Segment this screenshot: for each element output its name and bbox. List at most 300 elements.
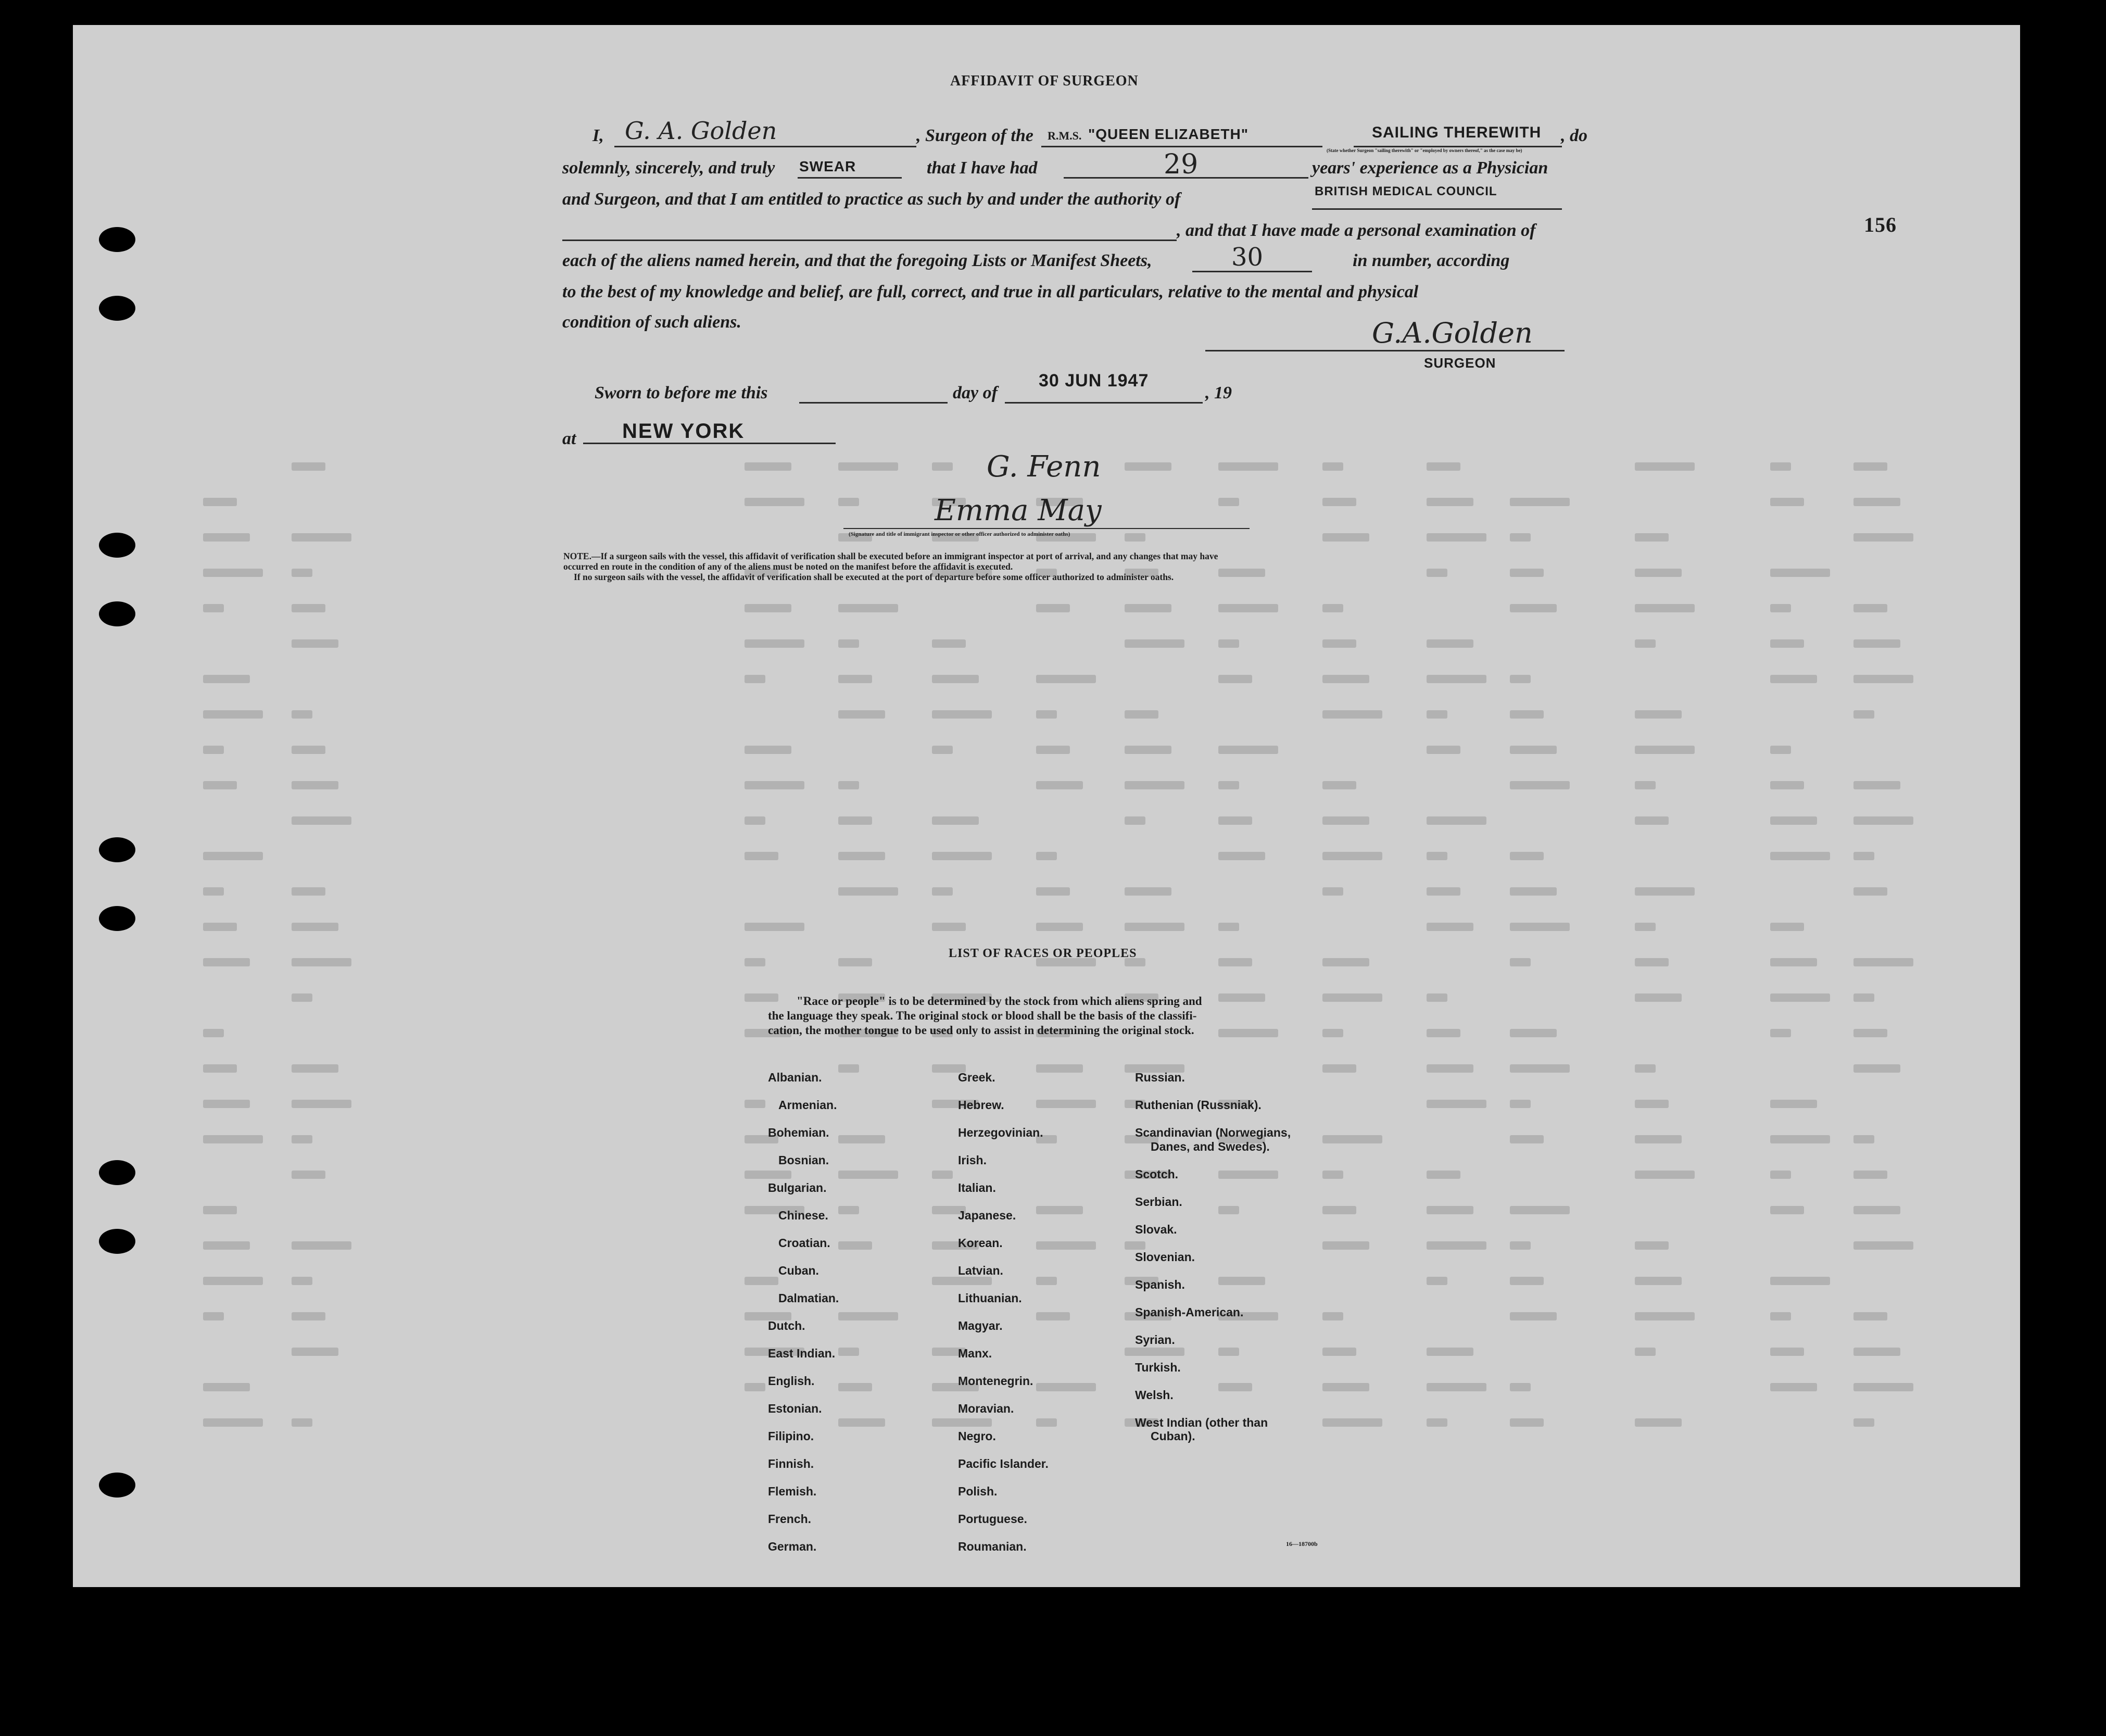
bleed-through-mark bbox=[1036, 1206, 1083, 1214]
races-intro-1: "Race or people" is to be determined by the stock from which aliens spring and bbox=[797, 995, 1202, 1008]
bleed-through-mark bbox=[203, 1100, 250, 1108]
race-item: Bulgarian. bbox=[768, 1181, 827, 1194]
note-line-3: If no surgeon sails with the vessel, the affidavit of verification shall be executed at the port of departure before some officer authorized to administer oaths. bbox=[574, 572, 1174, 582]
race-item: German. bbox=[768, 1540, 817, 1553]
bleed-through-mark bbox=[1427, 639, 1473, 648]
bleed-through-mark bbox=[1125, 639, 1184, 648]
bleed-through-mark bbox=[1125, 1348, 1184, 1356]
bleed-through-mark bbox=[1770, 816, 1817, 825]
bleed-through-mark bbox=[203, 1064, 237, 1073]
race-item: Italian. bbox=[958, 1181, 996, 1194]
bleed-through-mark bbox=[1853, 887, 1887, 896]
ship-line bbox=[1041, 146, 1322, 147]
race-item: Montenegrin. bbox=[958, 1374, 1033, 1388]
bleed-through-mark bbox=[1853, 462, 1887, 471]
race-item: Scandinavian (Norwegians, bbox=[1135, 1126, 1291, 1139]
race-item: Korean. bbox=[958, 1236, 1003, 1250]
bleed-through-mark bbox=[1635, 639, 1656, 648]
bleed-through-mark bbox=[292, 1135, 312, 1143]
race-item: Irish. bbox=[958, 1153, 987, 1167]
bleed-through-mark bbox=[1853, 958, 1913, 966]
bleed-through-mark bbox=[1322, 1383, 1369, 1391]
bleed-through-mark bbox=[1635, 1418, 1682, 1427]
authority-line bbox=[1312, 208, 1562, 210]
bleed-through-mark bbox=[1635, 1135, 1682, 1143]
bleed-through-mark bbox=[1510, 1418, 1544, 1427]
race-item: Roumanian. bbox=[958, 1540, 1027, 1553]
bleed-through-mark bbox=[1770, 498, 1804, 506]
bleed-through-mark bbox=[1635, 1171, 1695, 1179]
bleed-through-mark bbox=[745, 781, 804, 789]
surgeon-name-line bbox=[614, 146, 916, 147]
race-item: West Indian (other than bbox=[1135, 1415, 1268, 1429]
race-item: Welsh. bbox=[1135, 1388, 1174, 1402]
race-item: Syrian. bbox=[1135, 1332, 1175, 1347]
bleed-through-mark bbox=[838, 1348, 859, 1356]
bleed-through-mark bbox=[1770, 1312, 1791, 1320]
bleed-through-mark bbox=[838, 1064, 859, 1073]
bleed-through-mark bbox=[1635, 1277, 1682, 1285]
race-item: Danes, and Swedes). bbox=[1151, 1139, 1270, 1153]
bleed-through-mark bbox=[745, 1383, 765, 1391]
bleed-through-mark bbox=[1770, 1135, 1830, 1143]
bleed-through-mark bbox=[203, 852, 263, 860]
bleed-through-mark bbox=[745, 746, 791, 754]
bleed-through-mark bbox=[1853, 639, 1900, 648]
bleed-through-mark bbox=[1635, 923, 1656, 931]
bleed-through-mark bbox=[745, 1277, 778, 1285]
note-line-1: NOTE.—If a surgeon sails with the vessel, this affidavit of verification shall be executed before an immigrant inspector at port of arrival, and any changes that may have bbox=[563, 551, 1218, 561]
bleed-through-mark bbox=[838, 1312, 898, 1320]
race-item: Polish. bbox=[958, 1485, 998, 1498]
bleed-through-mark bbox=[1853, 604, 1887, 612]
punch-hole bbox=[99, 296, 135, 321]
place: NEW YORK bbox=[622, 420, 745, 443]
bleed-through-mark bbox=[1322, 1312, 1343, 1320]
bleed-through-mark bbox=[1853, 1418, 1874, 1427]
page-number: 156 bbox=[1864, 213, 1897, 236]
text-years: years' experience as a Physician bbox=[1312, 158, 1548, 178]
bleed-through-mark bbox=[1322, 1206, 1356, 1214]
text-made: , and that I have made a personal examination of bbox=[1177, 221, 1536, 240]
bleed-through-mark bbox=[1770, 1206, 1804, 1214]
bleed-through-mark bbox=[1427, 1383, 1486, 1391]
bleed-through-mark bbox=[838, 1135, 885, 1143]
bleed-through-mark bbox=[292, 1100, 351, 1108]
bleed-through-mark bbox=[1036, 1277, 1057, 1285]
bleed-through-mark bbox=[1322, 1064, 1356, 1073]
bleed-through-mark bbox=[1427, 1418, 1447, 1427]
bleed-through-mark bbox=[1322, 1348, 1356, 1356]
bleed-through-mark bbox=[292, 993, 312, 1002]
bleed-through-mark bbox=[1635, 1312, 1695, 1320]
bleed-through-mark bbox=[1125, 887, 1171, 896]
bleed-through-mark bbox=[838, 1383, 872, 1391]
bleed-through-mark bbox=[1125, 816, 1145, 825]
bleed-through-mark bbox=[745, 462, 791, 471]
bleed-through-mark bbox=[1853, 1241, 1913, 1250]
date-line bbox=[1005, 402, 1203, 404]
text-that: that I have had bbox=[927, 158, 1038, 178]
bleed-through-mark bbox=[1322, 958, 1369, 966]
bleed-through-mark bbox=[1510, 1029, 1557, 1037]
bleed-through-mark bbox=[1510, 1064, 1570, 1073]
bleed-through-mark bbox=[1427, 1029, 1460, 1037]
race-item: French. bbox=[768, 1512, 812, 1526]
race-item: Pacific Islander. bbox=[958, 1457, 1049, 1470]
bleed-through-mark bbox=[292, 1277, 312, 1285]
authority: BRITISH MEDICAL COUNCIL bbox=[1315, 184, 1497, 198]
manifest-page bbox=[73, 25, 2020, 1587]
bleed-through-mark bbox=[1635, 781, 1656, 789]
bleed-through-mark bbox=[1427, 816, 1486, 825]
bleed-through-mark bbox=[745, 958, 765, 966]
bleed-through-mark bbox=[1770, 675, 1817, 683]
bleed-through-mark bbox=[1853, 533, 1913, 542]
bleed-through-mark bbox=[1510, 569, 1544, 577]
bleed-through-mark bbox=[1853, 710, 1874, 719]
race-item: Estonian. bbox=[768, 1402, 822, 1415]
text-each: each of the aliens named herein, and that the foregoing Lists or Manifest Sheets, bbox=[562, 251, 1152, 270]
race-item: Hebrew. bbox=[958, 1098, 1004, 1112]
race-item: Filipino. bbox=[768, 1429, 814, 1443]
bleed-through-mark bbox=[745, 1171, 791, 1179]
oath-word: SWEAR bbox=[799, 158, 856, 174]
bleed-through-mark bbox=[203, 1206, 237, 1214]
race-item: Slovak. bbox=[1135, 1222, 1177, 1236]
bleed-through-mark bbox=[1322, 533, 1369, 542]
bleed-through-mark bbox=[745, 604, 791, 612]
bleed-through-mark bbox=[1635, 746, 1695, 754]
officer-signature-1: G. Fenn bbox=[987, 450, 1101, 484]
bleed-through-mark bbox=[1853, 1206, 1900, 1214]
bleed-through-mark bbox=[203, 923, 237, 931]
punch-hole bbox=[99, 837, 135, 862]
bleed-through-mark bbox=[1510, 1135, 1544, 1143]
bleed-through-mark bbox=[1036, 852, 1057, 860]
bleed-through-mark bbox=[838, 852, 885, 860]
bleed-through-mark bbox=[1218, 498, 1239, 506]
bleed-through-mark bbox=[1635, 993, 1682, 1002]
bleed-through-mark bbox=[1427, 462, 1460, 471]
bleed-through-mark bbox=[1510, 710, 1544, 719]
race-item: Armenian. bbox=[778, 1098, 837, 1112]
officer-caption: (Signature and title of immigrant inspector or other officer authorized to administer oaths) bbox=[849, 531, 1070, 537]
race-item: Spanish-American. bbox=[1135, 1305, 1244, 1319]
race-item: East Indian. bbox=[768, 1347, 836, 1360]
text-condition: condition of such aliens. bbox=[562, 312, 741, 332]
race-item: Croatian. bbox=[778, 1236, 830, 1250]
bleed-through-mark bbox=[1427, 1206, 1473, 1214]
bleed-through-mark bbox=[1322, 1241, 1369, 1250]
bleed-through-mark bbox=[1218, 1206, 1239, 1214]
bleed-through-mark bbox=[1322, 781, 1356, 789]
bleed-through-mark bbox=[203, 498, 237, 506]
bleed-through-mark bbox=[1510, 1383, 1531, 1391]
bleed-through-mark bbox=[203, 675, 250, 683]
bleed-through-mark bbox=[292, 639, 338, 648]
bleed-through-mark bbox=[1322, 1029, 1343, 1037]
bleed-through-mark bbox=[1510, 781, 1570, 789]
bleed-through-mark bbox=[203, 604, 224, 612]
bleed-through-mark bbox=[1218, 675, 1252, 683]
race-item: Cuban. bbox=[778, 1264, 819, 1277]
race-item: Slovenian. bbox=[1135, 1250, 1195, 1264]
bleed-through-mark bbox=[1218, 1348, 1239, 1356]
bleed-through-mark bbox=[1510, 887, 1557, 896]
race-item: Scotch. bbox=[1135, 1167, 1179, 1181]
bleed-through-mark bbox=[1322, 1135, 1382, 1143]
bleed-through-mark bbox=[1510, 1241, 1531, 1250]
bleed-through-mark bbox=[292, 462, 325, 471]
bleed-through-mark bbox=[292, 533, 351, 542]
bleed-through-mark bbox=[1036, 1241, 1096, 1250]
text-do: , do bbox=[1561, 126, 1587, 145]
punch-hole bbox=[99, 533, 135, 558]
day-line bbox=[799, 402, 948, 404]
bleed-through-mark bbox=[838, 958, 872, 966]
bleed-through-mark bbox=[932, 746, 953, 754]
bleed-through-mark bbox=[1427, 852, 1447, 860]
bleed-through-mark bbox=[1853, 781, 1900, 789]
punch-hole bbox=[99, 1160, 135, 1185]
bleed-through-mark bbox=[1427, 923, 1473, 931]
bleed-through-mark bbox=[292, 1312, 325, 1320]
bleed-through-mark bbox=[1770, 781, 1804, 789]
bleed-through-mark bbox=[932, 1418, 992, 1427]
race-item: Bosnian. bbox=[778, 1153, 829, 1167]
bleed-through-mark bbox=[1218, 462, 1278, 471]
sailing-line bbox=[1354, 146, 1562, 147]
bleed-through-mark bbox=[1770, 462, 1791, 471]
bleed-through-mark bbox=[1510, 675, 1531, 683]
ship-name: "QUEEN ELIZABETH" bbox=[1088, 126, 1249, 142]
bleed-through-mark bbox=[1322, 816, 1369, 825]
text-solemnly: solemnly, sincerely, and truly bbox=[562, 158, 775, 178]
surgeon-name: G. A. Golden bbox=[625, 117, 777, 145]
bleed-through-mark bbox=[1635, 1241, 1669, 1250]
text-at: at bbox=[562, 429, 576, 448]
bleed-through-mark bbox=[1125, 533, 1145, 542]
bleed-through-mark bbox=[1322, 604, 1343, 612]
bleed-through-mark bbox=[1036, 604, 1070, 612]
race-item: Finnish. bbox=[768, 1457, 814, 1470]
bleed-through-mark bbox=[932, 462, 953, 471]
bleed-through-mark bbox=[292, 1348, 338, 1356]
bleed-through-mark bbox=[1125, 781, 1184, 789]
bleed-through-mark bbox=[1635, 710, 1682, 719]
years-value: 29 bbox=[1164, 149, 1199, 180]
bleed-through-mark bbox=[1853, 1135, 1874, 1143]
bleed-through-mark bbox=[1770, 1029, 1791, 1037]
bleed-through-mark bbox=[1770, 1383, 1817, 1391]
bleed-through-mark bbox=[1510, 923, 1570, 931]
bleed-through-mark bbox=[1036, 1418, 1057, 1427]
bleed-through-mark bbox=[1036, 923, 1083, 931]
bleed-through-mark bbox=[1510, 958, 1531, 966]
bleed-through-mark bbox=[1510, 498, 1570, 506]
bleed-through-mark bbox=[203, 781, 237, 789]
bleed-through-mark bbox=[203, 1418, 263, 1427]
bleed-through-mark bbox=[203, 1277, 263, 1285]
bleed-through-mark bbox=[1853, 498, 1900, 506]
bleed-through-mark bbox=[745, 498, 804, 506]
races-intro-3: cation, the mother tongue to be used only to assist in determining the original stock. bbox=[768, 1024, 1194, 1037]
bleed-through-mark bbox=[1770, 1100, 1817, 1108]
bleed-through-mark bbox=[1770, 569, 1830, 577]
bleed-through-mark bbox=[745, 675, 765, 683]
bleed-through-mark bbox=[1036, 1312, 1070, 1320]
bleed-through-mark bbox=[932, 1277, 992, 1285]
bleed-through-mark bbox=[1036, 1064, 1083, 1073]
bleed-through-mark bbox=[203, 1312, 224, 1320]
bleed-through-mark bbox=[932, 639, 966, 648]
bleed-through-mark bbox=[1218, 993, 1265, 1002]
text-i: I, bbox=[592, 126, 604, 145]
race-item: Magyar. bbox=[958, 1319, 1003, 1332]
bleed-through-mark bbox=[292, 887, 325, 896]
bleed-through-mark bbox=[838, 887, 898, 896]
race-item: Moravian. bbox=[958, 1402, 1014, 1415]
bleed-through-mark bbox=[203, 1241, 250, 1250]
bleed-through-mark bbox=[1635, 1348, 1656, 1356]
bleed-through-mark bbox=[1125, 923, 1184, 931]
bleed-through-mark bbox=[1510, 1100, 1531, 1108]
bleed-through-mark bbox=[203, 533, 250, 542]
race-item: Manx. bbox=[958, 1347, 992, 1360]
bleed-through-mark bbox=[838, 1241, 872, 1250]
bleed-through-mark bbox=[1770, 746, 1791, 754]
text-and-surgeon: and Surgeon, and that I am entitled to practice as such by and under the authority of bbox=[562, 190, 1181, 209]
bleed-through-mark bbox=[1427, 533, 1486, 542]
bleed-through-mark bbox=[1635, 958, 1669, 966]
bleed-through-mark bbox=[745, 639, 804, 648]
bleed-through-mark bbox=[1635, 887, 1695, 896]
bleed-through-mark bbox=[932, 923, 966, 931]
note-line-2: occurred en route in the condition of any of the aliens must be noted on the manifest before the affidavit is executed. bbox=[563, 561, 1013, 572]
bleed-through-mark bbox=[1427, 675, 1486, 683]
bleed-through-mark bbox=[1853, 1312, 1887, 1320]
affidavit-title: AFFIDAVIT OF SURGEON bbox=[950, 73, 1139, 89]
bleed-through-mark bbox=[745, 816, 765, 825]
race-item: Portuguese. bbox=[958, 1512, 1027, 1526]
race-item: Greek. bbox=[958, 1071, 995, 1084]
race-item: Herzegovinian. bbox=[958, 1126, 1043, 1139]
bleed-through-mark bbox=[292, 958, 351, 966]
race-item: Ruthenian (Russniak). bbox=[1135, 1098, 1262, 1112]
bleed-through-mark bbox=[1218, 604, 1278, 612]
race-item: Latvian. bbox=[958, 1264, 1003, 1277]
bleed-through-mark bbox=[838, 639, 859, 648]
bleed-through-mark bbox=[1770, 639, 1804, 648]
punch-hole bbox=[99, 601, 135, 626]
bleed-through-mark bbox=[1427, 1241, 1486, 1250]
bleed-through-mark bbox=[1125, 710, 1158, 719]
race-item: Flemish. bbox=[768, 1485, 817, 1498]
race-item: Turkish. bbox=[1135, 1360, 1181, 1374]
sailing-status: SAILING THEREWITH bbox=[1372, 124, 1542, 141]
bleed-through-mark bbox=[1125, 462, 1171, 471]
bleed-through-mark bbox=[1322, 710, 1382, 719]
bleed-through-mark bbox=[1635, 533, 1669, 542]
text-19: , 19 bbox=[1205, 383, 1232, 402]
bleed-through-mark bbox=[1510, 604, 1557, 612]
bleed-through-mark bbox=[1427, 1171, 1460, 1179]
race-item: Japanese. bbox=[958, 1209, 1016, 1222]
bleed-through-mark bbox=[1322, 639, 1356, 648]
bleed-through-mark bbox=[1770, 958, 1817, 966]
bleed-through-mark bbox=[932, 710, 992, 719]
bleed-through-mark bbox=[1125, 604, 1171, 612]
bleed-through-mark bbox=[292, 1064, 338, 1073]
bleed-through-mark bbox=[1125, 746, 1171, 754]
sworn-date: 30 JUN 1947 bbox=[1039, 371, 1149, 391]
bleed-through-mark bbox=[932, 1171, 953, 1179]
bleed-through-mark bbox=[1218, 852, 1265, 860]
bleed-through-mark bbox=[1770, 1277, 1830, 1285]
bleed-through-mark bbox=[838, 604, 898, 612]
bleed-through-mark bbox=[1635, 1064, 1656, 1073]
bleed-through-mark bbox=[1218, 958, 1252, 966]
bleed-through-mark bbox=[1218, 781, 1239, 789]
bleed-through-mark bbox=[1218, 1277, 1265, 1285]
bleed-through-mark bbox=[1510, 1277, 1544, 1285]
race-item: Spanish. bbox=[1135, 1277, 1185, 1291]
surgeon-signature: G.A.Golden bbox=[1372, 317, 1533, 349]
bleed-through-mark bbox=[1322, 852, 1382, 860]
bleed-through-mark bbox=[1427, 1100, 1486, 1108]
text-day: day of bbox=[953, 383, 998, 402]
bleed-through-mark bbox=[1036, 887, 1070, 896]
authority-line-2 bbox=[562, 240, 1177, 241]
races-intro-2: the language they speak. The original stock or blood shall be the basis of the classifi- bbox=[768, 1009, 1197, 1022]
bleed-through-mark bbox=[203, 1135, 263, 1143]
bleed-through-mark bbox=[203, 887, 224, 896]
bleed-through-mark bbox=[932, 816, 979, 825]
bleed-through-mark bbox=[1853, 675, 1913, 683]
bleed-through-mark bbox=[1635, 462, 1695, 471]
bleed-through-mark bbox=[1770, 1348, 1804, 1356]
sheets-value: 30 bbox=[1231, 243, 1264, 272]
bleed-through-mark bbox=[745, 993, 778, 1002]
bleed-through-mark bbox=[292, 1171, 325, 1179]
bleed-through-mark bbox=[292, 923, 338, 931]
bleed-through-mark bbox=[292, 710, 312, 719]
bleed-through-mark bbox=[1218, 1383, 1252, 1391]
bleed-through-mark bbox=[203, 569, 263, 577]
bleed-through-mark bbox=[1322, 1171, 1343, 1179]
bleed-through-mark bbox=[203, 1029, 224, 1037]
officer-line bbox=[843, 528, 1250, 529]
bleed-through-mark bbox=[745, 852, 778, 860]
surgeon-label: SURGEON bbox=[1424, 355, 1496, 371]
bleed-through-mark bbox=[1218, 569, 1265, 577]
bleed-through-mark bbox=[1427, 569, 1447, 577]
bleed-through-mark bbox=[1510, 746, 1557, 754]
race-item: English. bbox=[768, 1374, 815, 1388]
bleed-through-mark bbox=[1427, 710, 1447, 719]
form-code: 16—18700b bbox=[1286, 1540, 1318, 1548]
race-item: Dalmatian. bbox=[778, 1291, 839, 1305]
bleed-through-mark bbox=[1322, 462, 1343, 471]
bleed-through-mark bbox=[1036, 1383, 1096, 1391]
bleed-through-mark bbox=[203, 1383, 250, 1391]
bleed-through-mark bbox=[292, 604, 325, 612]
bleed-through-mark bbox=[292, 1241, 351, 1250]
rms-label: R.M.S. bbox=[1048, 129, 1082, 142]
race-item: Negro. bbox=[958, 1429, 996, 1443]
bleed-through-mark bbox=[1635, 1100, 1669, 1108]
